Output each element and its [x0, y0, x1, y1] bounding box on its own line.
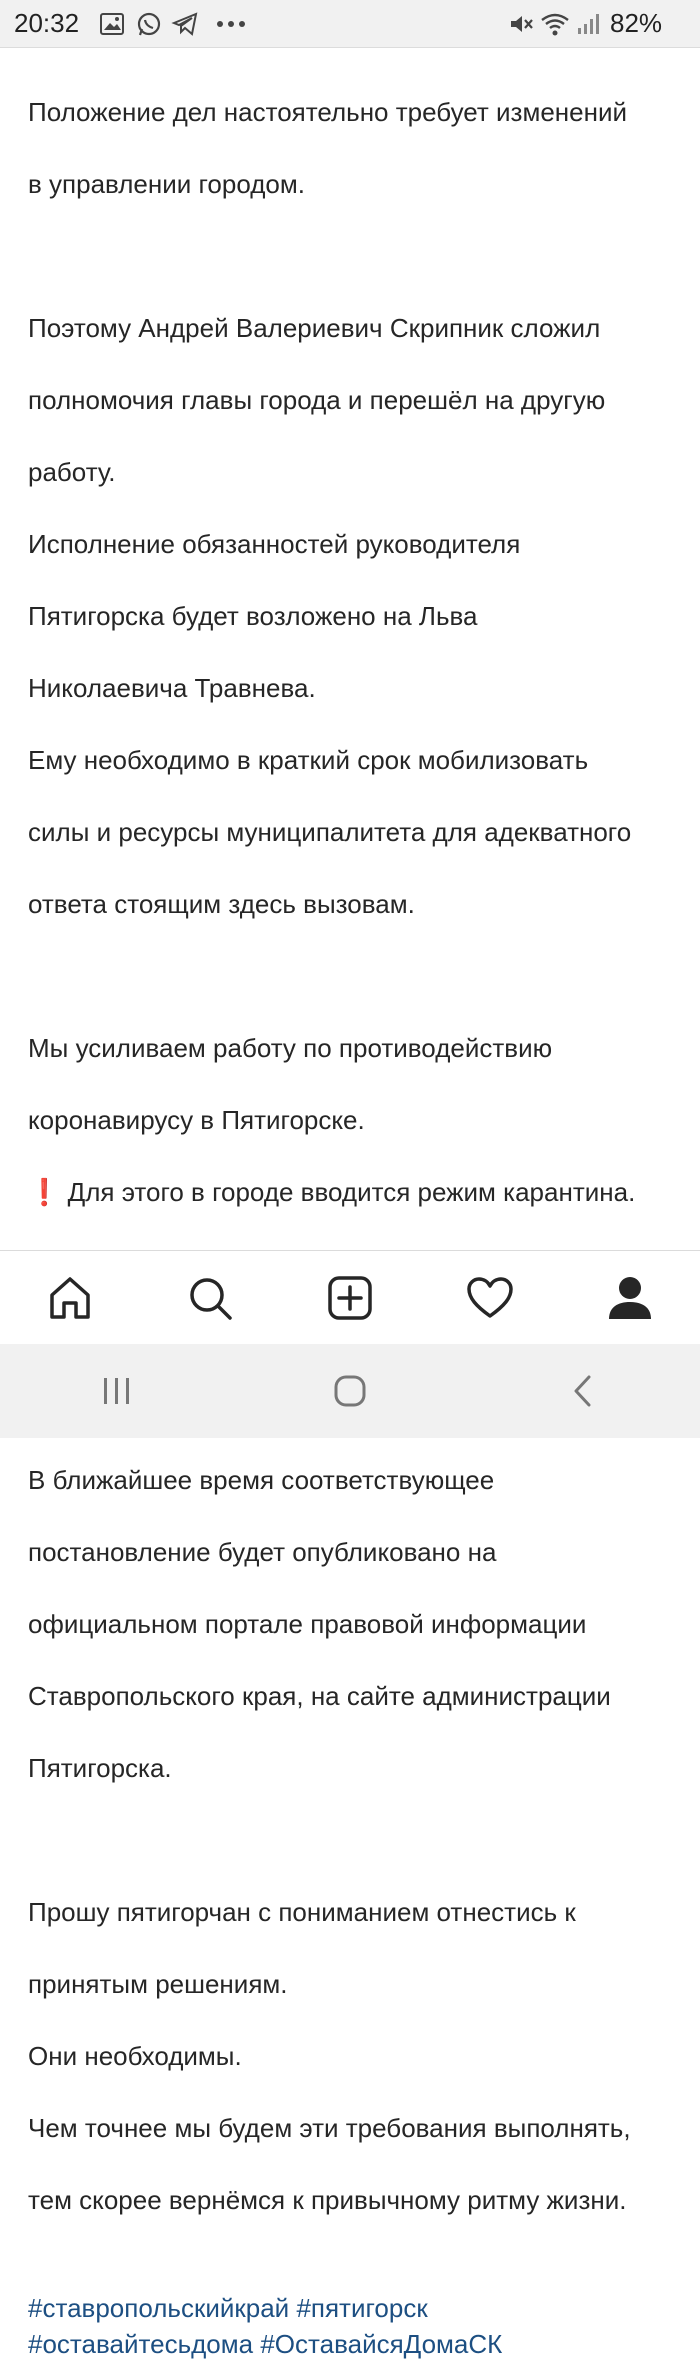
text-line: официальном портале правовой информации	[28, 1609, 587, 1639]
text-line: Исполнение обязанностей руководителя	[28, 529, 521, 559]
mute-icon	[508, 10, 534, 38]
bottom-navigation	[0, 1250, 700, 1344]
back-button[interactable]	[543, 1356, 623, 1426]
search-tab[interactable]	[175, 1263, 245, 1333]
text-line: силы и ресурсы муниципалитета для адекватного	[28, 817, 632, 847]
hashtag-row	[28, 2326, 688, 2362]
text-line: тем скорее вернёмся к привычному ритму жизни.	[28, 2185, 627, 2215]
recent-apps-icon	[101, 1376, 133, 1406]
text-line: В ближайшее время соответствующее	[28, 1465, 495, 1495]
paragraph-4	[28, 1426, 688, 1822]
paragraph-1	[28, 58, 688, 238]
text-line: работу.	[28, 457, 116, 487]
status-bar	[0, 0, 700, 48]
hashtag-link[interactable]: #ставропольскийкрай	[28, 2293, 290, 2323]
paragraph-5	[28, 1858, 688, 2254]
profile-icon	[607, 1275, 653, 1321]
text-line: Мы усиливаем работу по противодействию	[28, 1033, 553, 1063]
text-line: коронавирусу в Пятигорске.	[28, 1105, 365, 1135]
new-post-tab[interactable]	[315, 1263, 385, 1333]
text-line: Пятигорска.	[28, 1753, 172, 1783]
text-line: Положение дел настоятельно требует изменений	[28, 97, 628, 127]
text-line: Чем точнее мы будем эти требования выполнять,	[28, 2113, 631, 2143]
text-line: Прошу пятигорчан с пониманием отнестись к	[28, 1897, 576, 1927]
text-line: Ставропольского края, на сайте администрации	[28, 1681, 611, 1711]
telegram-icon	[172, 10, 198, 38]
text-line: Поэтому Андрей Валериевич Скрипник сложил	[28, 313, 601, 343]
text-line: Ему необходимо в краткий срок мобилизовать	[28, 745, 589, 775]
back-icon	[571, 1374, 595, 1408]
hashtags	[28, 2290, 688, 2362]
text-line: полномочия главы города и перешёл на другую	[28, 385, 606, 415]
whatsapp-icon	[136, 10, 162, 38]
battery-percent: 82%	[610, 8, 663, 38]
status-time: 20:32	[14, 8, 80, 38]
home-icon	[47, 1275, 93, 1321]
text-line: Николаевича Травнева.	[28, 673, 316, 703]
text-line: принятым решениям.	[28, 1969, 288, 1999]
home-circle-icon	[333, 1374, 367, 1408]
signal-icon	[576, 10, 602, 38]
text-line: Они необходимы.	[28, 2041, 242, 2071]
add-post-icon	[327, 1275, 373, 1321]
wifi-icon	[540, 10, 570, 38]
system-navigation	[0, 1344, 700, 1438]
hashtag-link[interactable]: #оставайтесьдома	[28, 2329, 254, 2359]
search-icon	[187, 1275, 233, 1321]
text-line: постановление будет опубликовано на	[28, 1537, 497, 1567]
text-line: в управлении городом.	[28, 169, 305, 199]
hashtag-link[interactable]: #ОставайсяДомаСК	[260, 2329, 503, 2359]
text-line: ответа стоящим здесь вызовам.	[28, 889, 415, 919]
post-caption	[28, 58, 688, 2362]
gallery-icon	[100, 10, 124, 38]
exclamation-icon: ❗	[28, 1177, 61, 1207]
home-tab[interactable]	[35, 1263, 105, 1333]
recent-apps-button[interactable]	[77, 1356, 157, 1426]
paragraph-2	[28, 274, 688, 958]
profile-tab[interactable]	[595, 1263, 665, 1333]
text-line: Пятигорска будет возложено на Льва	[28, 601, 478, 631]
hashtag-link[interactable]: #пятигорск	[296, 2293, 428, 2323]
system-home-button[interactable]	[310, 1356, 390, 1426]
activity-heart-icon	[466, 1276, 514, 1320]
activity-tab[interactable]	[455, 1263, 525, 1333]
hashtag-row	[28, 2290, 688, 2326]
more-dots-icon	[216, 10, 246, 38]
quarantine-line	[28, 1174, 688, 1210]
text-line: Для этого в городе вводится режим карантина.	[67, 1177, 636, 1207]
